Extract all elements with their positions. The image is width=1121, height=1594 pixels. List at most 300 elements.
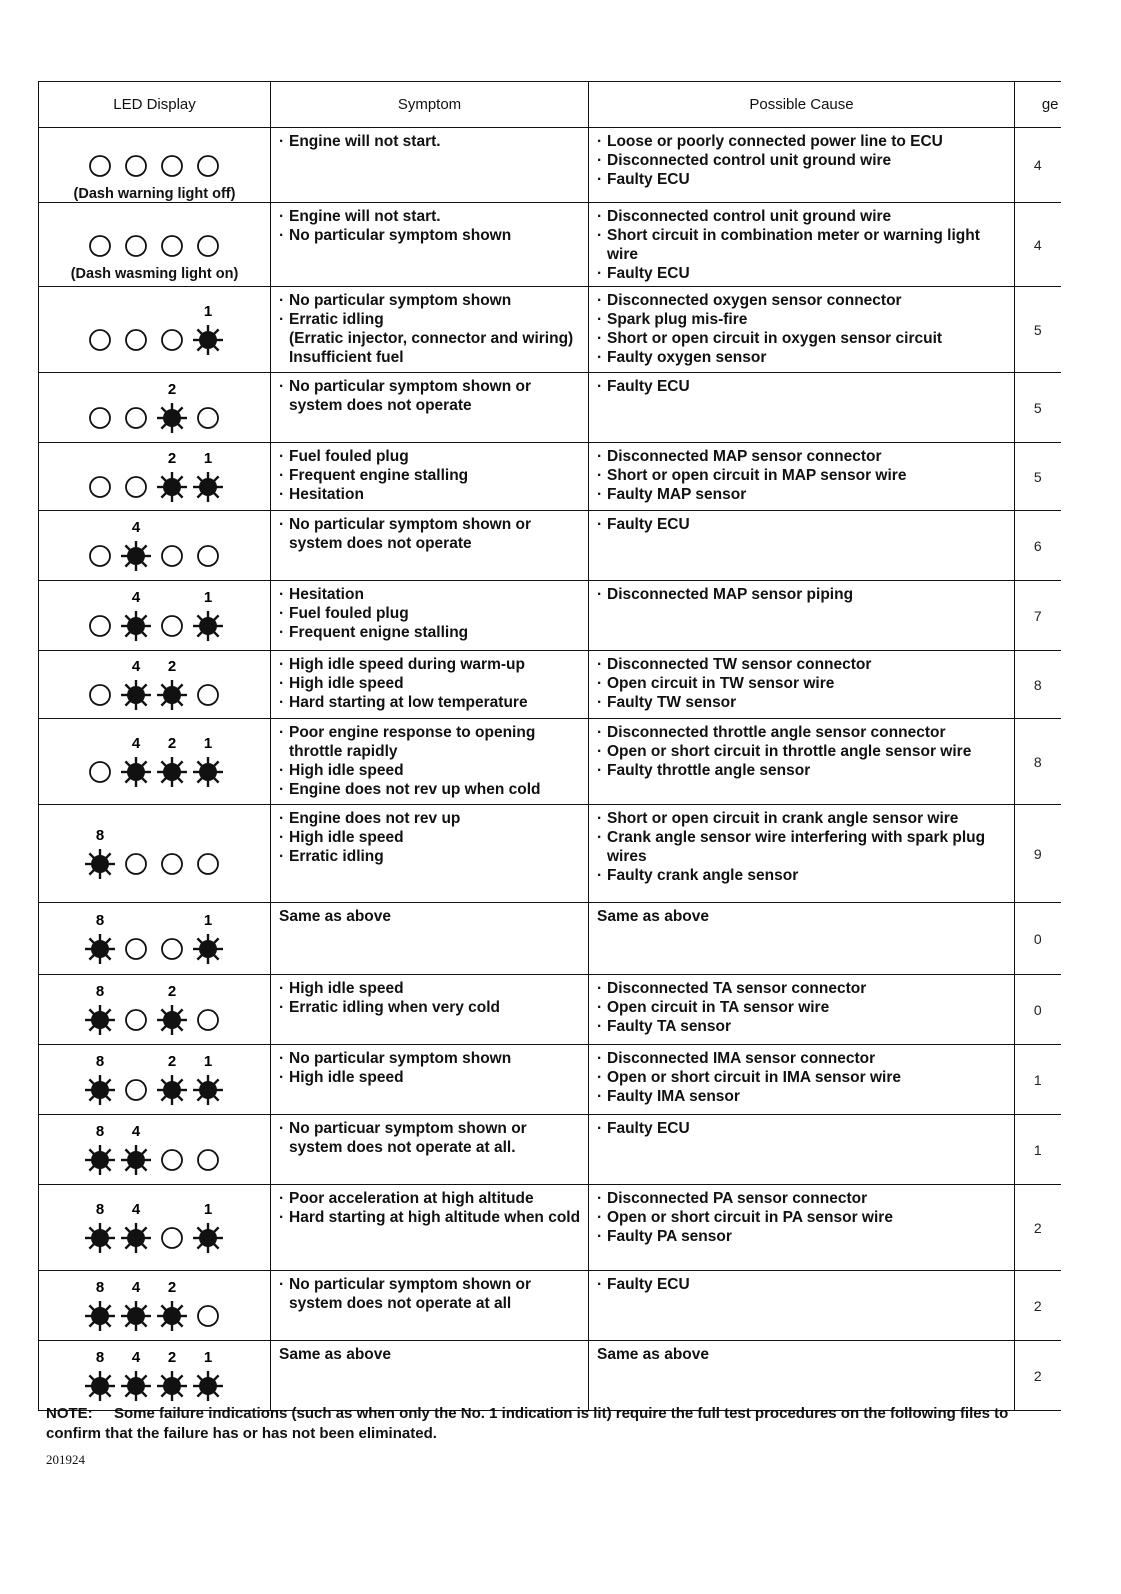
led-off-icon [126,408,146,428]
led-off-icon [162,1228,182,1248]
symptom-cell [271,1341,589,1411]
list-item: · No particular symptom shown [279,291,582,310]
led-on-icon [193,1371,223,1401]
led-on-icon [193,611,223,641]
symptom-cell [271,1045,589,1115]
led-weight-label: 4 [131,588,140,606]
led-display-graphic [70,734,240,790]
led-on-icon [85,849,115,879]
led-display-cell [39,1045,271,1115]
led-off-icon [198,854,218,874]
led-display-cell [39,1185,271,1271]
symptom-list [279,809,582,866]
led-on-icon [193,1223,223,1253]
possible-cause-cell [589,203,1015,287]
led-weight-label: 8 [95,982,104,1000]
table-row [39,1115,1061,1185]
possible-cause-cell [589,373,1015,443]
led-display-cell [39,719,271,805]
list-item: · Frequent engine stalling [279,466,582,485]
possible-cause-cell [589,128,1015,203]
cause-list [597,1049,1008,1106]
list-item: · Faulty PA sensor [597,1227,1008,1246]
table-row [39,651,1061,719]
list-item: · Disconnected IMA sensor connector [597,1049,1008,1068]
list-item: · Short or open circuit in oxygen sensor circuit [597,329,1008,348]
symptom-list [279,132,582,151]
page-ref-cell: 2 [1015,1185,1061,1271]
list-item: · Poor engine response to opening throttle rapidly [279,723,582,761]
led-weight-label: 8 [95,1348,104,1366]
symptom-cell [271,1185,589,1271]
list-item: · Faulty ECU [597,377,1008,396]
possible-cause-cell [589,719,1015,805]
page-ref-cell: 0 [1015,975,1061,1045]
list-item: · Disconnected throttle angle sensor connector [597,723,1008,742]
led-on-icon [193,757,223,787]
page-ref-cell: 5 [1015,443,1061,511]
symptom-cell [271,1271,589,1341]
led-weight-label: 8 [95,911,104,929]
led-display-cell [39,903,271,975]
note-text: Some failure indications (such as when only the No. 1 indication is lit) require the full test procedures on the following files to confirm that the failure has or has not been eliminated. [46,1405,1009,1442]
led-on-icon [85,1301,115,1331]
led-weight-label: 8 [95,826,104,844]
symptom-list [279,1275,582,1313]
led-weight-label: 4 [131,657,140,675]
list-item: · Faulty ECU [597,170,1008,189]
led-weight-label: 8 [95,1278,104,1296]
list-item: · Open circuit in TA sensor wire [597,998,1008,1017]
led-on-icon [157,472,187,502]
led-off-icon [126,156,146,176]
document-number: 201924 [46,1452,85,1467]
page-ref-cell: 1 [1015,1045,1061,1115]
led-off-icon [126,939,146,959]
list-item: · Faulty oxygen sensor [597,348,1008,367]
table-row [39,203,1061,287]
led-on-icon [121,541,151,571]
led-weight-label: 2 [167,734,176,752]
list-item: · Fuel fouled plug [279,447,582,466]
led-off-icon [162,236,182,256]
symptom-text: Same as above [279,1346,392,1363]
led-display-cell [39,581,271,651]
table-row [39,1045,1061,1115]
page-ref-cell: 2 [1015,1341,1061,1411]
list-item: · Faulty ECU [597,515,1008,534]
list-item: · Hesitation [279,585,582,604]
led-display-graphic [70,826,240,882]
led-weight-label: 1 [203,1200,212,1218]
possible-cause-cell [589,1115,1015,1185]
led-display-cell [39,203,271,287]
list-item: · Crank angle sensor wire interfering with spark plug wires [597,828,1008,866]
list-item: · Erratic idling [279,847,582,866]
symptom-cell [271,719,589,805]
led-display-graphic [70,208,240,264]
table-row [39,1271,1061,1341]
led-on-icon [193,325,223,355]
led-off-icon [126,1010,146,1030]
led-weight-label: 4 [131,1278,140,1296]
list-item: · Disconnected MAP sensor piping [597,585,1008,604]
led-display-graphic [70,982,240,1038]
header-page: ge [1015,82,1061,128]
symptom-cell [271,443,589,511]
led-display-graphic [70,449,240,505]
symptom-list [279,1189,582,1227]
possible-cause-cell [589,903,1015,975]
list-item: · High idle speed during warm-up [279,655,582,674]
led-display-cell [39,373,271,443]
symptom-cell [271,287,589,373]
list-item: · Faulty ECU [597,1275,1008,1294]
list-item: · No particular symptom shown or system does not operate [279,377,582,415]
led-off-icon [126,236,146,256]
led-weight-label: 8 [95,1122,104,1140]
possible-cause-cell [589,511,1015,581]
possible-cause-cell [589,1045,1015,1115]
cause-list [597,291,1008,367]
cause-list [597,447,1008,504]
possible-cause-cell [589,1185,1015,1271]
possible-cause-cell [589,805,1015,903]
cause-text: Same as above [597,1346,710,1363]
led-display-graphic [70,588,240,644]
cause-list [597,1119,1008,1138]
led-weight-label: 4 [131,1200,140,1218]
led-weight-label: 2 [167,380,176,398]
list-item: · Disconnected control unit ground wire [597,151,1008,170]
symptom-list [279,655,582,712]
led-on-icon [85,1145,115,1175]
list-item: Insufficient fuel [289,349,404,366]
led-display-graphic [70,380,240,436]
symptom-list [279,723,582,799]
symptom-cell [271,651,589,719]
led-off-icon [90,408,110,428]
led-weight-label: 1 [203,734,212,752]
possible-cause-cell [589,651,1015,719]
led-weight-label: 4 [131,1348,140,1366]
led-off-icon [198,408,218,428]
list-item: · Short circuit in combination meter or warning light wire [597,226,1008,264]
led-display-graphic [70,657,240,713]
led-weight-label: 1 [203,1052,212,1070]
cause-list [597,723,1008,780]
symptom-cell [271,128,589,203]
led-off-icon [198,1010,218,1030]
list-item: · No particular symptom shown [279,226,582,245]
cause-list [597,655,1008,712]
list-item: · Disconnected TW sensor connector [597,655,1008,674]
symptom-cell [271,373,589,443]
cause-list [597,1189,1008,1246]
page-ref-cell: 0 [1015,903,1061,975]
table-row [39,805,1061,903]
cause-list [597,979,1008,1036]
led-weight-label: 2 [167,1348,176,1366]
table-row [39,287,1061,373]
led-on-icon [121,1371,151,1401]
led-off-icon [198,156,218,176]
header-possible-cause: Possible Cause [589,82,1015,128]
symptom-list [279,585,582,642]
led-on-icon [85,1371,115,1401]
led-display-graphic [70,1278,240,1334]
led-weight-label: 2 [167,1278,176,1296]
symptom-list [279,207,582,245]
led-off-icon [126,477,146,497]
table-row [39,443,1061,511]
led-off-icon [90,236,110,256]
symptom-cell [271,975,589,1045]
led-weight-label: 8 [95,1200,104,1218]
led-display-graphic [70,1122,240,1178]
page-ref-cell: 7 [1015,581,1061,651]
table-row [39,903,1061,975]
led-weight-label: 2 [167,982,176,1000]
possible-cause-cell [589,443,1015,511]
led-off-icon [162,330,182,350]
list-item: · Hesitation [279,485,582,504]
cause-list [597,809,1008,885]
led-on-icon [121,1301,151,1331]
led-on-icon [157,680,187,710]
led-weight-label: 2 [167,449,176,467]
list-item: · Faulty TW sensor [597,693,1008,712]
led-display-cell [39,651,271,719]
list-item: · Faulty ECU [597,1119,1008,1138]
list-item: · Erratic idling when very cold [279,998,582,1017]
cause-list [597,207,1008,283]
list-item: · No particular symptom shown or system does not operate [279,515,582,553]
table-row [39,511,1061,581]
led-on-icon [157,1371,187,1401]
list-item: · Faulty MAP sensor [597,485,1008,504]
possible-cause-cell [589,1341,1015,1411]
table-row [39,1341,1061,1411]
led-weight-label: 4 [131,734,140,752]
table-row [39,719,1061,805]
led-display-cell [39,1271,271,1341]
led-caption: (Dash warning light off) [73,186,236,202]
possible-cause-cell [589,287,1015,373]
led-weight-label: 2 [167,657,176,675]
led-display-cell [39,975,271,1045]
symptom-list [279,1119,582,1157]
list-item: · Poor acceleration at high altitude [279,1189,582,1208]
list-item: · Engine will not start. [279,207,582,226]
led-on-icon [193,1075,223,1105]
page-ref-cell: 1 [1015,1115,1061,1185]
list-item: · Faulty throttle angle sensor [597,761,1008,780]
led-on-icon [157,1075,187,1105]
led-on-icon [121,757,151,787]
led-off-icon [126,854,146,874]
symptom-list [279,1049,582,1087]
led-on-icon [121,1145,151,1175]
list-item: · Short or open circuit in MAP sensor wire [597,466,1008,485]
led-on-icon [85,1005,115,1035]
led-display-cell [39,1341,271,1411]
page-ref-cell: 9 [1015,805,1061,903]
led-weight-label: 4 [131,518,140,536]
led-on-icon [85,934,115,964]
table-row [39,373,1061,443]
led-weight-label: 1 [203,449,212,467]
led-off-icon [162,1150,182,1170]
list-item: · Open or short circuit in IMA sensor wire [597,1068,1008,1087]
list-item: · Fuel fouled plug [279,604,582,623]
led-display-cell [39,805,271,903]
led-off-icon [198,1306,218,1326]
symptom-list [279,979,582,1017]
table-row [39,581,1061,651]
led-display-graphic [70,1200,240,1256]
symptom-cell [271,903,589,975]
led-off-icon [162,854,182,874]
led-off-icon [90,685,110,705]
page-ref-cell: 4 [1015,128,1061,203]
list-item: · Erratic idling [279,310,582,329]
led-off-icon [126,1080,146,1100]
led-caption: (Dash wasming light on) [70,265,239,282]
header-led-display: LED Display [39,82,271,128]
led-weight-label: 4 [131,1122,140,1140]
led-off-icon [90,546,110,566]
led-display-graphic [70,1052,240,1108]
led-off-icon [198,546,218,566]
note-label: NOTE: [46,1405,93,1422]
list-item: · Spark plug mis-fire [597,310,1008,329]
list-item: · Open or short circuit in throttle angle sensor wire [597,742,1008,761]
symptom-cell [271,581,589,651]
led-off-icon [162,546,182,566]
led-display-cell [39,511,271,581]
led-weight-label: 1 [203,302,212,320]
led-off-icon [90,330,110,350]
list-item: · Faulty TA sensor [597,1017,1008,1036]
page-ref-cell: 8 [1015,719,1061,805]
page-ref-cell: 5 [1015,373,1061,443]
list-item: · High idle speed [279,761,582,780]
note [46,1404,1066,1444]
cause-text: Same as above [597,908,710,925]
list-item: · Open circuit in TW sensor wire [597,674,1008,693]
list-item: · Faulty IMA sensor [597,1087,1008,1106]
led-off-icon [90,156,110,176]
list-item: · Disconnected MAP sensor connector [597,447,1008,466]
led-on-icon [157,757,187,787]
list-item: · Hard starting at low temperature [279,693,582,712]
list-item: · High idle speed [279,674,582,693]
page-ref-cell: 4 [1015,203,1061,287]
list-item: · Disconnected PA sensor connector [597,1189,1008,1208]
led-weight-label: 1 [203,911,212,929]
list-item: · Disconnected oxygen sensor connector [597,291,1008,310]
led-display-graphic [70,302,240,358]
led-on-icon [85,1075,115,1105]
led-weight-label: 1 [203,588,212,606]
list-item: · Short or open circuit in crank angle sensor wire [597,809,1008,828]
table-row [39,975,1061,1045]
symptom-list [279,377,582,415]
led-off-icon [162,616,182,636]
led-display-cell [39,128,271,203]
list-item: · Disconnected TA sensor connector [597,979,1008,998]
cause-list [597,585,1008,604]
list-item: (Erratic injector, connector and wiring) [289,330,574,347]
led-on-icon [193,472,223,502]
possible-cause-cell [589,581,1015,651]
cause-list [597,515,1008,534]
symptom-list [279,447,582,504]
possible-cause-cell [589,975,1015,1045]
list-item: · No particuar symptom shown or system does not operate at all. [279,1119,582,1157]
symptom-cell [271,203,589,287]
cause-list [597,377,1008,396]
table-row [39,1185,1061,1271]
led-weight-label: 8 [95,1052,104,1070]
page-ref-cell: 2 [1015,1271,1061,1341]
page-ref-cell: 6 [1015,511,1061,581]
led-off-icon [90,616,110,636]
page-ref-cell: 5 [1015,287,1061,373]
led-diagnosis-table [38,81,1061,1411]
list-item: · High idle speed [279,828,582,847]
symptom-list [279,515,582,553]
led-off-icon [90,762,110,782]
led-on-icon [193,934,223,964]
led-display-cell [39,1115,271,1185]
symptom-cell [271,511,589,581]
table-row [39,128,1061,203]
symptom-cell [271,1115,589,1185]
led-on-icon [157,1301,187,1331]
list-item: · High idle speed [279,1068,582,1087]
page-ref-cell: 8 [1015,651,1061,719]
table-body [39,128,1061,1411]
led-on-icon [85,1223,115,1253]
list-item: · High idle speed [279,979,582,998]
list-item: · Engine does not rev up [279,809,582,828]
led-off-icon [198,1150,218,1170]
led-on-icon [121,611,151,641]
list-item: · Hard starting at high altitude when cold [279,1208,582,1227]
led-off-icon [198,685,218,705]
list-item: · No particular symptom shown or system does not operate at all [279,1275,582,1313]
header-symptom: Symptom [271,82,589,128]
led-on-icon [121,680,151,710]
led-off-icon [162,939,182,959]
possible-cause-cell [589,1271,1015,1341]
list-item: · No particular symptom shown [279,1049,582,1068]
symptom-list [279,291,582,367]
led-off-icon [90,477,110,497]
led-weight-label: 1 [203,1348,212,1366]
led-on-icon [121,1223,151,1253]
list-item: · Engine does not rev up when cold [279,780,582,799]
led-off-icon [162,156,182,176]
led-display-cell [39,443,271,511]
led-display-graphic [70,1348,240,1404]
led-display-graphic [70,518,240,574]
led-on-icon [157,1005,187,1035]
led-weight-label: 2 [167,1052,176,1070]
symptom-cell [271,805,589,903]
